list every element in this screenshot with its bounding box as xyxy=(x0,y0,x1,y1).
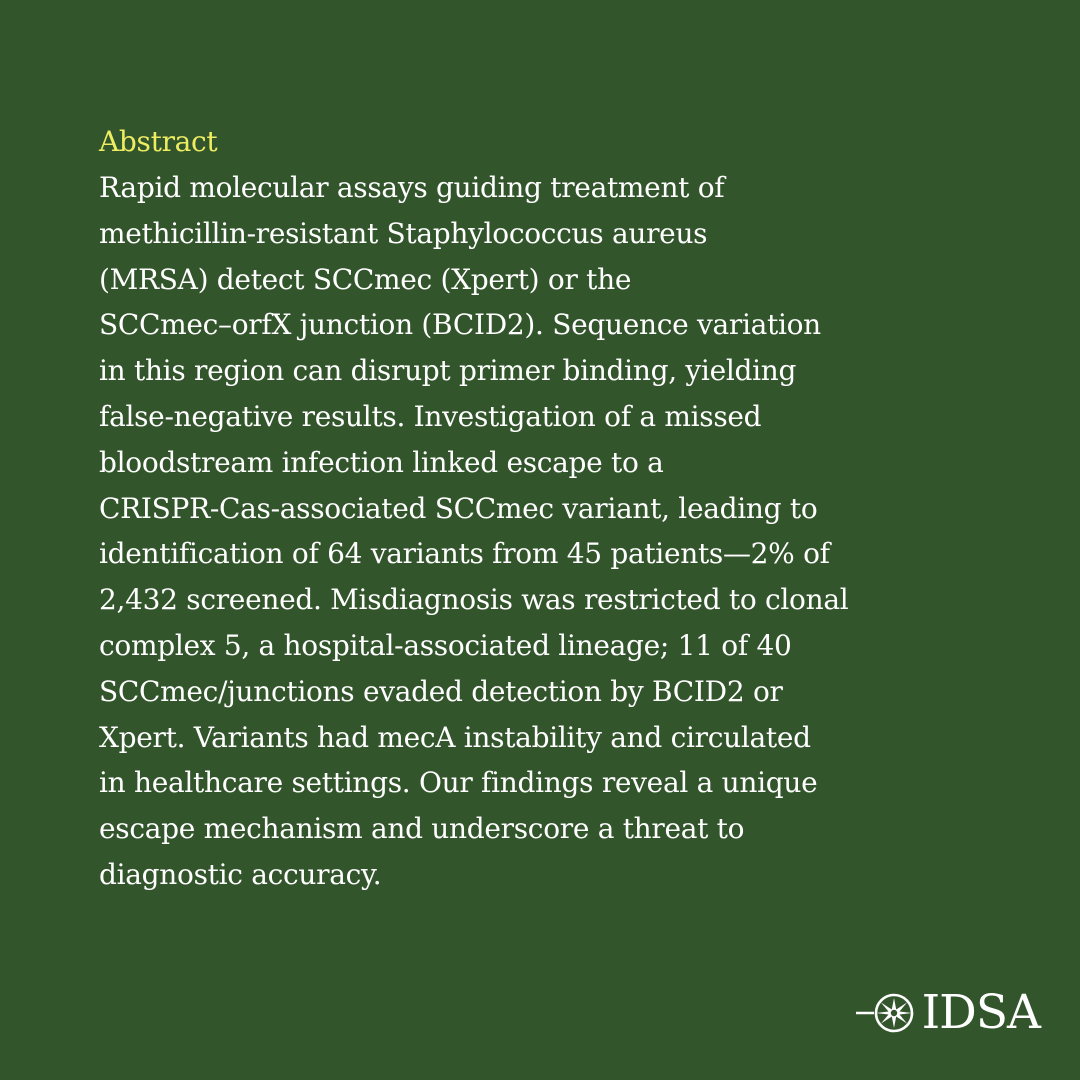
abstract-line: escape mechanism and underscore a threat to xyxy=(99,812,745,846)
abstract-heading: Abstract xyxy=(99,125,218,158)
abstract-line: false-negative results. Investigation of a missed xyxy=(99,399,762,433)
abstract-body xyxy=(99,165,999,898)
star-burst-icon xyxy=(854,990,920,1036)
abstract-line: SCCmec/junctions evaded detection by BCID2 or xyxy=(99,674,783,708)
logo-text: IDSA xyxy=(921,985,1040,1040)
abstract-line: methicillin-resistant Staphylococcus aureus xyxy=(99,216,708,250)
abstract-line: (MRSA) detect SCCmec (Xpert) or the xyxy=(99,262,632,296)
idsa-logo xyxy=(854,985,1040,1040)
abstract-line: Rapid molecular assays guiding treatment of xyxy=(99,171,725,204)
abstract-line: identification of 64 variants from 45 patients—2% of xyxy=(99,537,830,571)
abstract-line: 2,432 screened. Misdiagnosis was restricted to clonal xyxy=(99,583,849,617)
abstract-line: bloodstream infection linked escape to a xyxy=(99,445,664,479)
abstract-line: diagnostic accuracy. xyxy=(99,857,382,891)
abstract-line: Xpert. Variants had mecA instability and circulated xyxy=(99,720,811,754)
abstract-line: CRISPR-Cas-associated SCCmec variant, leading to xyxy=(99,491,818,525)
abstract-line: in this region can disrupt primer binding, yielding xyxy=(99,354,797,388)
abstract-line: SCCmec–orfX junction (BCID2). Sequence variation xyxy=(99,308,821,342)
abstract-line: in healthcare settings. Our findings reveal a unique xyxy=(99,766,818,800)
abstract-line: complex 5, a hospital-associated lineage; 11 of 40 xyxy=(99,628,792,662)
